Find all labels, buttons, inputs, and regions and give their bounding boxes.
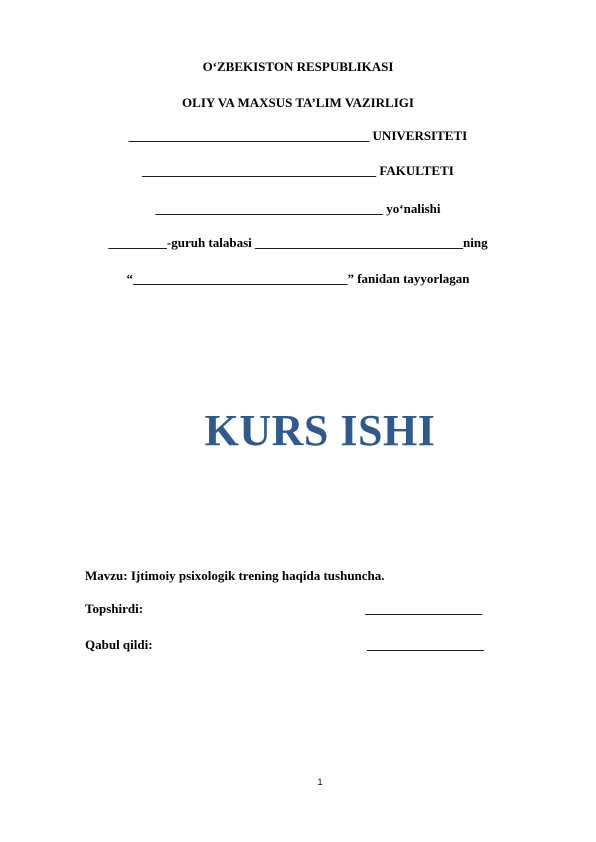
direction-line: ___________________________________ yo‘nalishi: [155, 201, 441, 216]
student-line: _________-guruh talabasi ________________________________ning: [108, 235, 488, 250]
subject-line: “_________________________________” fanidan tayyorlagan: [126, 271, 470, 286]
university-line: _____________________________________ UNIVERSITETI: [128, 128, 468, 143]
faculty-line: ____________________________________ FAKULTETI: [142, 163, 454, 178]
document-title: KURS ISHI: [204, 406, 436, 455]
submitted-blank: __________________: [365, 601, 482, 616]
submitted-label: Topshirdi:: [85, 601, 144, 616]
ministry-heading: OLIY VA MAXSUS TA’LIM VAZIRLIGI: [182, 95, 414, 110]
page-number: 1: [317, 777, 323, 787]
topic-line: Mavzu: Ijtimoiy psixologik trening haqida tushuncha.: [85, 568, 385, 583]
republic-heading: O‘ZBEKISTON RESPUBLIKASI: [202, 59, 394, 74]
accepted-label: Qabul qildi:: [85, 637, 153, 652]
accepted-blank: __________________: [367, 637, 484, 652]
